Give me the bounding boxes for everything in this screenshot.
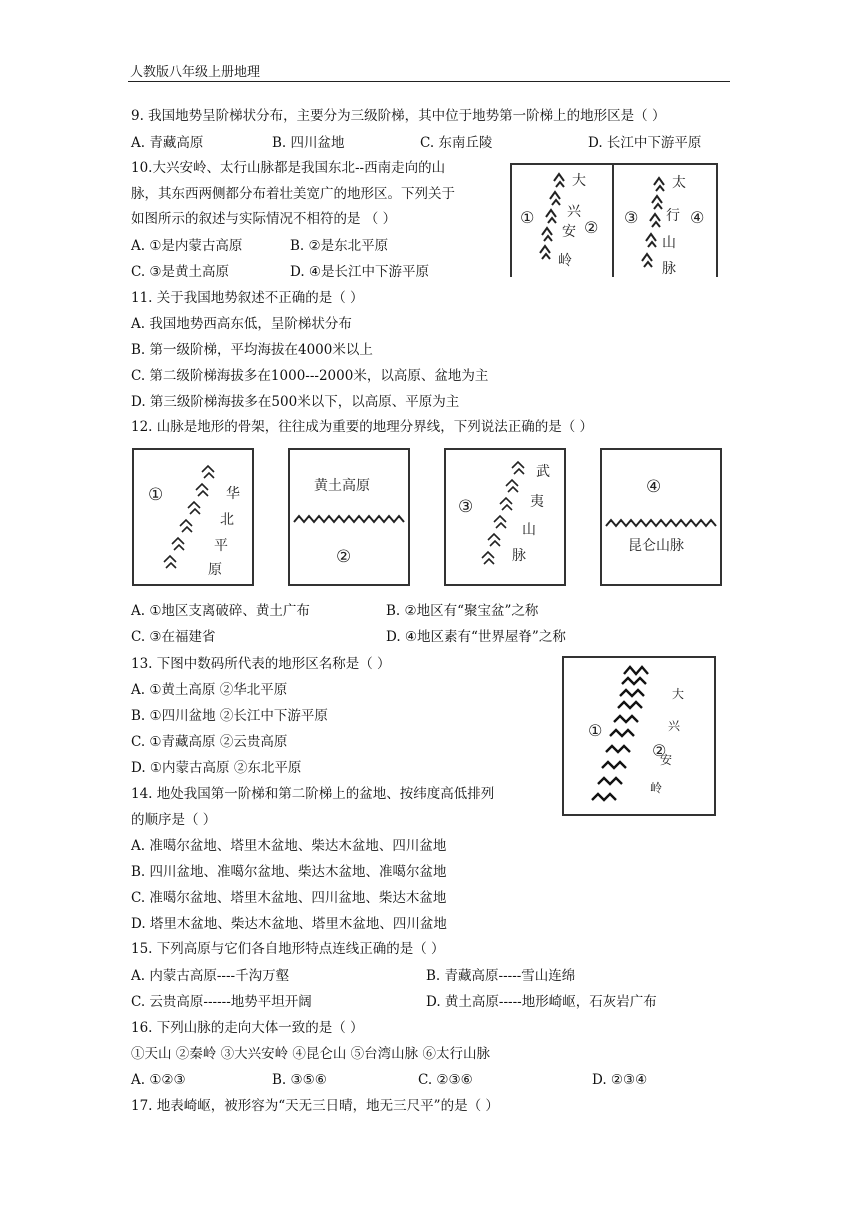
q10-right-range-char-2: 行 (666, 208, 680, 224)
q12-fig4-bottom-label: 昆仑山脉 (628, 538, 684, 554)
q10-label-4: ④ (690, 208, 705, 227)
q12-fig1-char-4: 原 (208, 562, 222, 578)
q9-option-b[interactable]: B. 四川盆地 (272, 135, 345, 151)
q12-option-a[interactable]: A. ①地区支离破碎、黄土广布 (131, 603, 310, 619)
q16-option-c[interactable]: C. ②③⑥ (418, 1072, 473, 1088)
q16-option-d[interactable]: D. ②③④ (592, 1072, 648, 1088)
q12-fig4-num: ④ (646, 477, 662, 497)
q13-option-a[interactable]: A. ①黄土高原 ②华北平原 (131, 682, 288, 698)
q10-right-range-char-4: 脉 (662, 261, 676, 277)
q10-left-range-char-4: 岭 (558, 253, 572, 269)
q10-left-range-char-2: 兴 (567, 204, 581, 220)
q11-option-d[interactable]: D. 第三级阶梯海拔多在500米以下，以高原、平原为主 (131, 394, 460, 410)
q10-map-figure (510, 163, 718, 277)
q12-fig3-char-3: 山 (522, 522, 536, 538)
q14-stem-line2: 的顺序是（ ） (131, 812, 217, 828)
q10-stem-line3: 如图所示的叙述与实际情况不相符的是 （ ） (131, 211, 397, 227)
q14-option-c[interactable]: C. 准噶尔盆地、塔里木盆地、四川盆地、柴达木盆地 (131, 890, 447, 906)
q13-stem: 13. 下图中数码所代表的地形区名称是（ ） (131, 656, 391, 672)
q14-stem-line1: 14. 地处我国第一阶梯和第二阶梯上的盆地、按纬度高低排列 (131, 786, 495, 802)
q9-option-d[interactable]: D. 长江中下游平原 (588, 135, 702, 151)
q9-option-c[interactable]: C. 东南丘陵 (420, 135, 493, 151)
q12-fig3-char-1: 武 (536, 464, 550, 480)
q16-option-a[interactable]: A. ①②③ (131, 1072, 186, 1088)
q11-option-a[interactable]: A. 我国地势西高东低，呈阶梯状分布 (131, 316, 352, 332)
q12-figure-1 (132, 448, 254, 586)
q12-fig2-top-label: 黄土高原 (314, 478, 370, 494)
q12-fig3-char-2: 夷 (530, 494, 544, 510)
q10-right-range-char-1: 太 (672, 175, 686, 191)
page-header-title: 人教版八年级上册地理 (130, 65, 261, 80)
q11-option-b[interactable]: B. 第一级阶梯，平均海拔在4000米以上 (131, 342, 373, 358)
q13-map-figure (562, 656, 716, 816)
q12-fig1-char-1: 华 (226, 486, 240, 502)
q12-fig2-num: ② (336, 547, 352, 567)
q10-left-mountain-range (540, 174, 564, 259)
q13-label-1: ① (588, 721, 603, 740)
q11-option-c[interactable]: C. 第二级阶梯海拔多在1000---2000米，以高原、盆地为主 (131, 368, 489, 384)
q14-option-d[interactable]: D. 塔里木盆地、柴达木盆地、塔里木盆地、四川盆地 (131, 916, 447, 932)
q13-label-2: ② (652, 741, 667, 760)
q13-option-c[interactable]: C. ①青藏高原 ②云贵高原 (131, 734, 288, 750)
q11-stem: 11. 关于我国地势叙述不正确的是（ ） (131, 290, 364, 306)
q10-option-b[interactable]: B. ②是东北平原 (290, 238, 389, 254)
q12-option-d[interactable]: D. ④地区素有“世界屋脊”之称 (386, 629, 566, 645)
q10-stem-line1: 10.大兴安岭、太行山脉都是我国东北--西南走向的山 (131, 160, 446, 176)
q16-option-b[interactable]: B. ③⑤⑥ (272, 1072, 327, 1088)
q15-option-a[interactable]: A. 内蒙古高原----千沟万壑 (131, 968, 290, 984)
q10-label-3: ③ (624, 208, 639, 227)
q12-option-c[interactable]: C. ③在福建省 (131, 629, 216, 645)
q12-figure-2 (288, 448, 410, 586)
q15-option-c[interactable]: C. 云贵高原------地势平坦开阔 (131, 994, 312, 1010)
q12-fig1-char-2: 北 (220, 512, 234, 528)
q15-stem: 15. 下列高原与它们各自地形特点连线正确的是（ ） (131, 941, 445, 957)
q12-fig1-num: ① (148, 485, 164, 505)
q17-stem: 17. 地表崎岖，被形容为“天无三日晴，地无三尺平”的是（ ） (131, 1098, 499, 1114)
q14-option-a[interactable]: A. 准噶尔盆地、塔里木盆地、柴达木盆地、四川盆地 (131, 838, 447, 854)
q16-stem: 16. 下列山脉的走向大体一致的是（ ） (131, 1020, 364, 1036)
q10-option-c[interactable]: C. ③是黄土高原 (131, 264, 230, 280)
q13-range-char-4: 岭 (650, 781, 663, 795)
q10-option-d[interactable]: D. ④是长江中下游平原 (290, 264, 430, 280)
q16-items: ①天山 ②秦岭 ③大兴安岭 ④昆仑山 ⑤台湾山脉 ⑥太行山脉 (131, 1046, 490, 1062)
q10-right-mountain-range (642, 178, 664, 267)
q12-figure-3 (444, 448, 566, 586)
q10-option-a[interactable]: A. ①是内蒙古高原 (131, 238, 243, 254)
q12-fig2-mountain-range (294, 516, 404, 522)
q12-fig1-char-3: 平 (214, 538, 228, 554)
q12-fig3-num: ③ (458, 497, 474, 517)
header-divider (128, 81, 730, 82)
q13-range-char-2: 兴 (668, 719, 681, 733)
q9-stem: 9. 我国地势呈阶梯状分布，主要分为三级阶梯，其中位于地势第一阶梯上的地形区是（ ） (131, 108, 666, 124)
q10-stem-line2: 脉，其东西两侧都分布着壮美宽广的地形区。下列关于 (131, 186, 455, 202)
q12-fig3-char-4: 脉 (512, 548, 526, 564)
q12-option-b[interactable]: B. ②地区有“聚宝盆”之称 (386, 603, 539, 619)
q10-left-range-char-1: 大 (572, 173, 586, 189)
q13-option-d[interactable]: D. ①内蒙古高原 ②东北平原 (131, 760, 302, 776)
q13-range-char-3: 安 (660, 753, 673, 767)
q10-right-range-char-3: 山 (662, 235, 676, 251)
q12-stem: 12. 山脉是地形的骨架，往往成为重要的地理分界线，下列说法正确的是（ ） (131, 419, 594, 435)
q10-label-1: ① (520, 208, 535, 227)
q15-option-b[interactable]: B. 青藏高原-----雪山连绵 (426, 968, 576, 984)
q12-figure-4 (600, 448, 722, 586)
q10-left-range-char-3: 安 (562, 224, 576, 240)
q9-option-a[interactable]: A. 青藏高原 (131, 135, 204, 151)
q13-option-b[interactable]: B. ①四川盆地 ②长江中下游平原 (131, 708, 328, 724)
q15-option-d[interactable]: D. 黄土高原-----地形崎岖，石灰岩广布 (426, 994, 657, 1010)
q13-range-char-1: 大 (672, 687, 685, 701)
q12-fig1-mountain-range (164, 466, 214, 568)
q12-fig4-mountain-range (606, 520, 716, 526)
q10-label-2: ② (584, 218, 599, 237)
q14-option-b[interactable]: B. 四川盆地、准噶尔盆地、柴达木盆地、准噶尔盆地 (131, 864, 447, 880)
